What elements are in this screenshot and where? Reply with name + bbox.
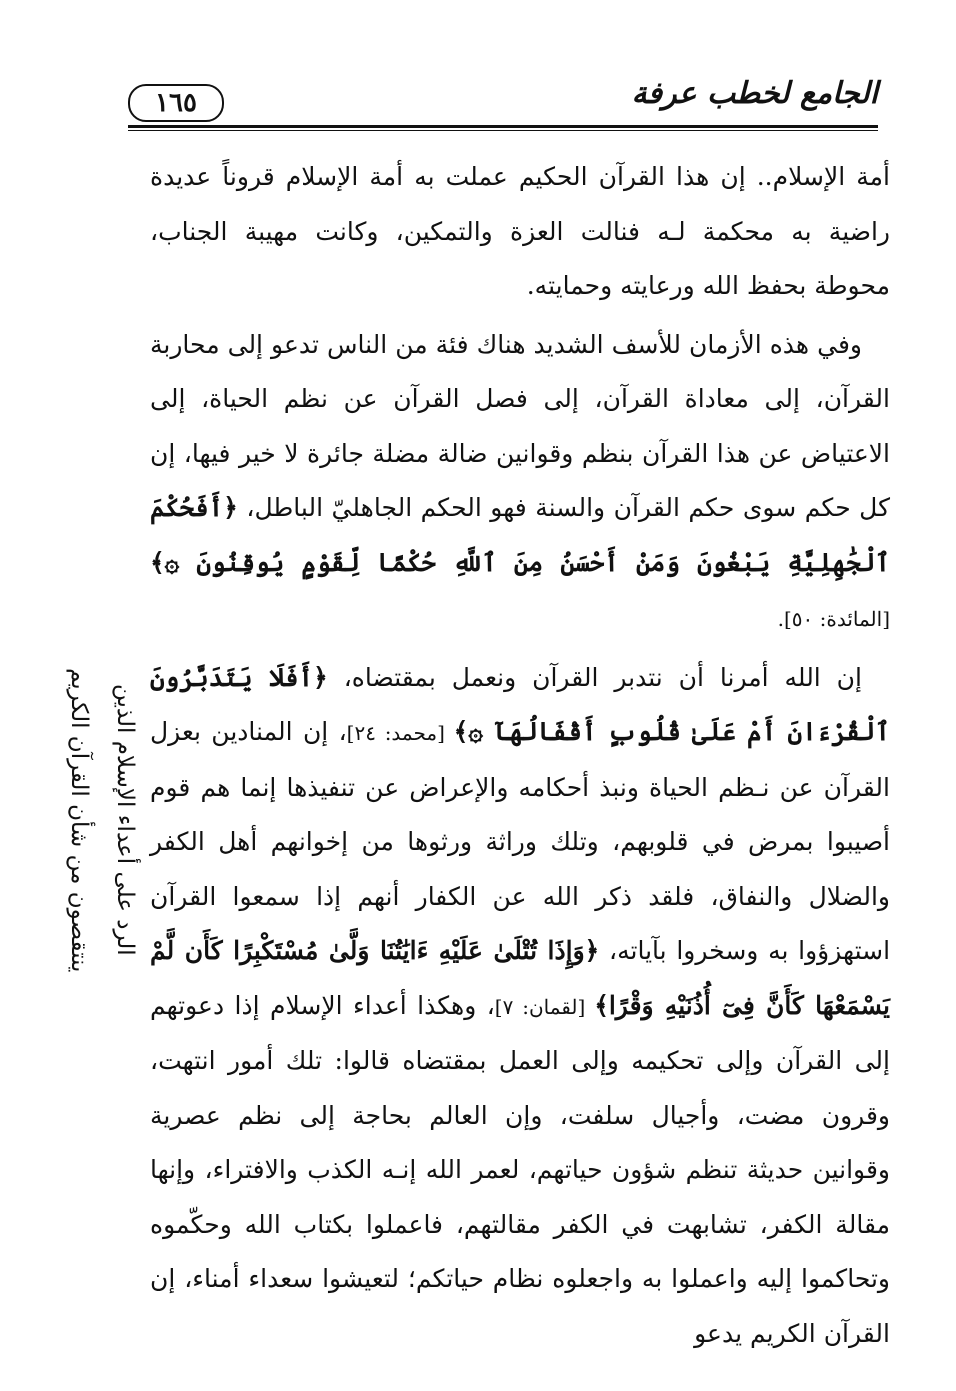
page-header — [128, 72, 878, 132]
side-note-line: الرد على أعداء الإسلام الذين — [112, 684, 138, 956]
paragraph-text: إن الله أمرنا أن نتدبر القرآن ونعمل بمقتضاه، — [327, 662, 862, 692]
paragraph-text: ، وهكذا أعداء الإسلام إذا دعوتهم إلى القرآن وإلى تحكيمه وإلى العمل بمقتضاه قالوا: تلك أمور انتهت، وقرون مضت، وأجيال سلفت، وإن العالم بحاجة إلى نظم عصرية وقوانين حديثة تنظم شؤون حياتهم، لعمر الله إنـه الكذب والافتراء، وإنها مقالة الكفر، تشابهت في الكفر مقالتهم، فاعملوا بكتاب الله وحكّموه وتحاكموا إليه واعملوا به واجعلوه نظام حياتكم؛ لتعيشوا سعداء أمناء، إن القرآن الكريم يدعو — [150, 990, 890, 1348]
paragraph — [150, 150, 890, 314]
paragraph-text: أمة الإسلام.. إن هذا القرآن الحكيم عملت به أمة الإسلام قروناً عديدة راضية به محكمة لـه فنالت العزة والتمكين، وكانت مهيبة الجناب، محوطة بحفظ الله ورعايته وحمايته. — [150, 162, 890, 300]
quran-verse: ﴿وَإِذَا تُتْلَىٰ عَلَيْهِ ءَايَٰتُنَا وَلَّىٰ مُسْتَكْبِرًا كَأَن لَّمْ يَسْمَعْهَا كَأَنَّ فِىٓ أُذُنَيْهِ وَقْرًا﴾ — [150, 936, 890, 1020]
verse-reference: [محمد: ٢٤] — [346, 721, 454, 745]
paragraph-text: ، إن المنادين بعزل القرآن عن نـظم الحياة ونبذ أحكامه والإعراض عن تنفيذها إنما هم قوم أصيبوا بمرض في قلوبهم، وتلك وراثة ورثوها من إخوانهم أهل الكفر والضلال والنفاق، فلقد ذكر الله عن الكفار أنهم إذا سمعوا القرآن استهزؤوا به وسخروا بآياته، — [150, 717, 891, 965]
page-number: ١٦٥ — [128, 84, 224, 122]
paragraph-text: وفي هذه الأزمان للأسف الشديد هناك فئة من الناس تدعو إلى محاربة القرآن، إلى معاداة القرآن، إلى فصل القرآن عن نظم الحياة، إلى الاعتياض عن هذا القرآن بنظم وقوانين ضالة مضلة جائرة لا خير فيها، إن كل حكم سوى حكم القرآن والسنة فهو الحكم الجاهليّ الباطل، — [150, 329, 890, 522]
side-note — [28, 640, 148, 1000]
body-text — [150, 150, 890, 1365]
header-rule-thin — [128, 130, 878, 131]
running-title: الجامع لخطب عرفة — [631, 76, 878, 111]
header-rule — [128, 125, 878, 128]
side-note-line: ينتقصون من شأن القرآن الكريم — [66, 667, 92, 973]
paragraph — [150, 651, 890, 1362]
paragraph — [150, 318, 890, 647]
quran-verse: ﴿أَفَحُكْمَ ٱلْجَٰهِلِيَّةِ يَبْغُونَ وَمَنْ أَحْسَنُ مِنَ ٱللَّهِ حُكْمًا لِّقَوْمٍ يُوقِنُونَ ۞﴾ — [150, 493, 890, 577]
verse-reference: [لقمان: ٧] — [494, 994, 595, 1019]
verse-reference: [المائدة: ٥٠]. — [777, 607, 890, 631]
quran-verse: ﴿أَفَلَا يَتَدَبَّرُونَ ٱلْقُرْءَانَ أَمْ عَلَىٰ قُلُوبٍ أَقْفَالُهَآ ۞﴾ — [150, 662, 890, 746]
